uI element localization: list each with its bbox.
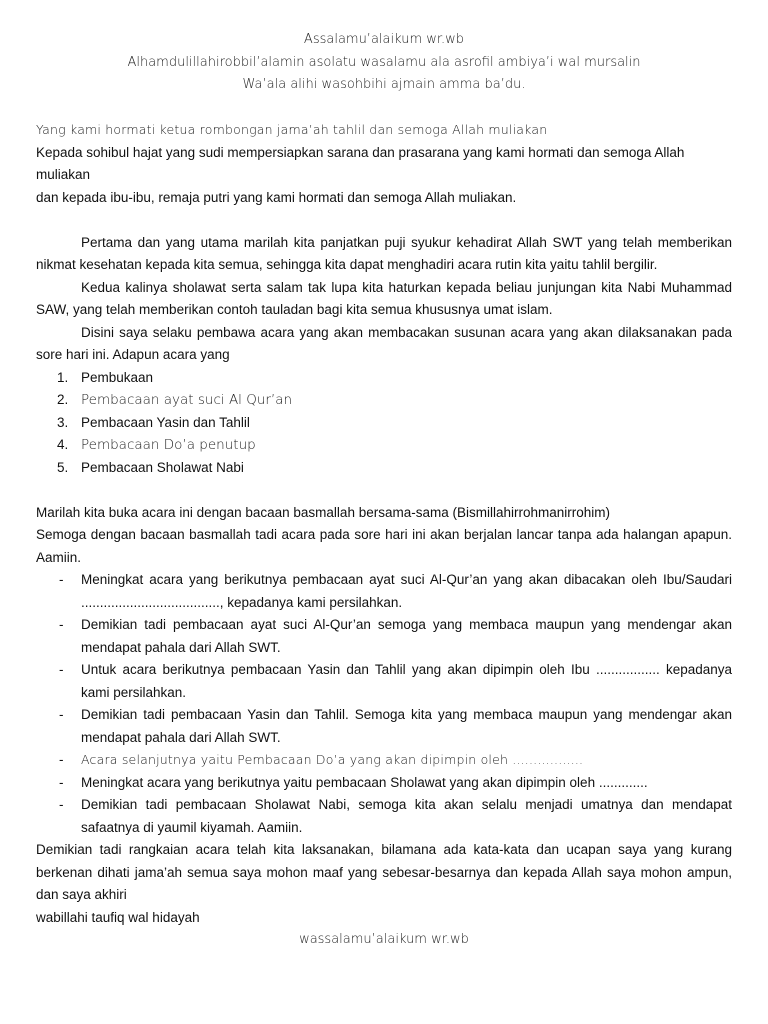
greeting-ibu-ibu: dan kepada ibu-ibu, remaja putri yang kami hormati dan semoga Allah muliakan. [36, 189, 517, 205]
dash-bullet: - [59, 662, 64, 677]
spacer [36, 97, 732, 120]
agenda-number: 1. [57, 369, 69, 385]
paragraph-susunan-acara: Disini saya selaku pembawa acara yang akan membacakan susunan acara yang akan dilaksanakan pada sore hari ini. Adapun acara yang [36, 324, 732, 362]
step-text: Meningkat acara yang berikutnya pembacaan ayat suci Al-Qur’an yang akan dibacakan oleh Ibu/Saudari ....................................., kepadanya kami persilahkan. [81, 572, 732, 610]
salam-closing: wassalamu’alaikum wr.wb [299, 932, 469, 947]
dash-bullet: - [59, 774, 64, 790]
hamdalah-line: Alhamdulillahirobbil’alamin asolatu wasalamu ala asrofil ambiya’i wal mursalin [127, 54, 641, 70]
dash-bullet: - [59, 752, 64, 767]
paragraph-syukur: Pertama dan yang utama marilah kita panjatkan puji syukur kehadirat Allah SWT yang telah memberikan nikmat kesehatan kepada kita semua, sehingga kita dapat menghadiri acara rutin kita yaitu tahlil bergilir. [36, 234, 732, 272]
agenda-number: 2. [57, 392, 69, 407]
agenda-number: 5. [57, 459, 69, 475]
steps-list [36, 569, 732, 839]
agenda-text: Pembacaan Sholawat Nabi [81, 459, 244, 475]
paragraph-sholawat: Kedua kalinya sholawat serta salam tak lupa kita haturkan kepada beliau junjungan kita Nabi Muhammad SAW, yang telah memberikan contoh tauladan bagi kita semua khususnya umat islam. [36, 279, 732, 317]
agenda-number: 3. [57, 414, 69, 430]
step-text: Demikian tadi pembacaan Sholawat Nabi, semoga kita akan selalu menjadi umatnya dan mendapat safaatnya di yaumil kiyamah. Aamiin. [81, 797, 732, 835]
dash-bullet: - [59, 617, 64, 632]
step-text: Demikian tadi pembacaan ayat suci Al-Qur’an semoga yang membaca maupun yang mendengar akan mendapat pahala dari Allah SWT. [81, 617, 732, 655]
agenda-text: Pembacaan Do’a penutup [81, 437, 256, 453]
step-text: Demikian tadi pembacaan Yasin dan Tahlil. Semoga kita yang membaca maupun yang mendengar akan mendapat pahala dari Allah SWT. [81, 707, 732, 745]
agenda-number: 4. [57, 437, 69, 452]
step-item [36, 794, 732, 839]
step-item [36, 772, 732, 795]
greeting-sohibul-hajat: Kepada sohibul hajat yang sudi mempersiapkan sarana dan prasarana yang kami hormati dan semoga Allah muliakan [36, 144, 685, 182]
agenda-item [36, 457, 732, 480]
closing-paragraph: Demikian tadi rangkaian acara telah kita laksanakan, bilamana ada kata-kata dan ucapan saya yang kurang berkenan dihati jama’ah semua saya mohon maaf yang sebesar-besarnya dan kepada Allah saya mohon ampun, dan saya akhiri [36, 842, 732, 902]
step-item [36, 749, 732, 772]
agenda-item [36, 389, 732, 412]
agenda-item [36, 367, 732, 390]
agenda-text: Pembacaan ayat suci Al Qur’an [81, 392, 293, 408]
step-text: Meningkat acara yang berikutnya yaitu pembacaan Sholawat yang akan dipimpin oleh ............. [81, 774, 648, 790]
spacer [36, 209, 732, 232]
closing-hidayah: wabillahi taufiq wal hidayah [36, 909, 200, 925]
step-item [36, 614, 732, 659]
agenda-item [36, 434, 732, 457]
step-item [36, 659, 732, 704]
agenda-item [36, 412, 732, 435]
document-page [36, 29, 732, 952]
salam-opening: Assalamu’alaikum wr.wb [303, 32, 465, 47]
step-text: Acara selanjutnya yaitu Pembacaan Do’a yang akan dipimpin oleh ................. [81, 752, 584, 767]
agenda-text: Pembacaan Yasin dan Tahlil [81, 414, 250, 430]
dash-bullet: - [59, 572, 64, 587]
basmallah-hope: Semoga dengan bacaan basmallah tadi acara pada sore hari ini akan berjalan lancar tanpa ada halangan apapun. Aamiin. [36, 527, 732, 565]
dash-bullet: - [59, 797, 64, 812]
dash-bullet: - [59, 707, 64, 722]
agenda-list [36, 367, 732, 480]
basmallah-invitation: Marilah kita buka acara ini dengan bacaan basmallah bersama-sama (Bismillahirrohmanirrohim) [36, 504, 611, 520]
sholawat-line: Wa’ala alihi wasohbihi ajmain amma ba’du. [242, 77, 526, 92]
step-item [36, 704, 732, 749]
agenda-text: Pembukaan [81, 369, 154, 385]
spacer [36, 479, 732, 502]
step-text: Untuk acara berikutnya pembacaan Yasin dan Tahlil yang akan dipimpin oleh Ibu ................. kepadanya kami persilahkan. [81, 662, 732, 700]
step-item [36, 569, 732, 614]
greeting-ketua: Yang kami hormati ketua rombongan jama’ah tahlil dan semoga Allah muliakan [36, 122, 548, 137]
